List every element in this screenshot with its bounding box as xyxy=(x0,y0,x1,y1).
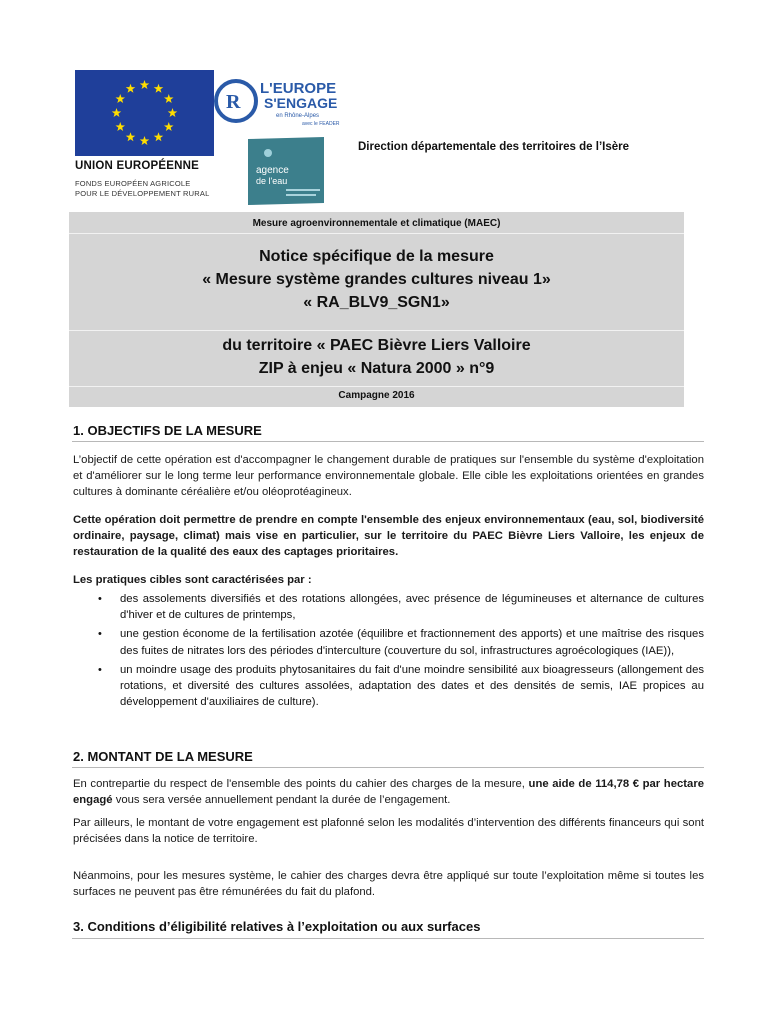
section1-paragraph1: L’objectif de cette opération est d'accompagner le changement durable de pratiques sur l'ensemble du système d'exploitation et d'améliorer sur le long terme leur performance environnementale globale. Elle cible les exploitations orientées en grandes cultures à dominante céréalière et/ou oléoprotéagineux. xyxy=(73,454,704,499)
box-divider xyxy=(69,233,684,234)
ra-monogram-icon: R xyxy=(226,91,241,113)
bullet-icon: • xyxy=(98,663,102,676)
amount-value: une aide de 114,78 € par hectare engagé xyxy=(73,778,704,807)
bullet-icon: • xyxy=(98,593,102,605)
section1-paragraph3: Les pratiques cibles sont caractérisées par : xyxy=(73,574,312,586)
amount-intro: En contrepartie du respect de l'ensemble des points du cahier des charges de la mesure, xyxy=(73,778,529,790)
section2-rule xyxy=(72,767,704,768)
box-divider xyxy=(69,330,684,331)
list-item-text: une gestion économe de la fertilisation azotée (équilibre et fractionnement des apports) et une maîtrise des risques des fuites de nitrates lors des périodes d'interculture (couverture du sol, infrastructures agroécologiques (IAE)), xyxy=(120,628,704,657)
section2-paragraph2: Par ailleurs, le montant de votre engagement est plafonné selon les modalités d’intervention des différents financeurs qui sont précisées dans la notice de territoire. xyxy=(73,817,704,846)
practices-list xyxy=(73,591,704,713)
maec-label: Mesure agroenvironnementale et climatique (MAEC) xyxy=(252,218,501,229)
notice-title-line3: « RA_BLV9_SGN1» xyxy=(303,294,450,311)
section1-paragraph2: Cette opération doit permettre de prendre en compte l'ensemble des enjeux environnementaux (eau, sol, biodiversité ordinaire, paysage, climat) mais vise en particulier, sur le territoire du PAEC Bièvre Liers Valloire, les enjeux de restauration de la qualité des eaux des captages prioritaires. xyxy=(73,514,704,559)
water-drop-icon xyxy=(264,149,272,157)
section1-title: 1. OBJECTIFS DE LA MESURE xyxy=(73,423,262,438)
notice-title-line2: « Mesure système grandes cultures niveau 1» xyxy=(202,271,551,288)
campagne-label: Campagne 2016 xyxy=(338,390,415,401)
europe-logo-line1: L'EUROPE xyxy=(260,80,337,97)
territory-block xyxy=(69,334,684,380)
section3-rule xyxy=(72,938,704,939)
eu-subtitle-line1: FONDS EUROPÉEN AGRICOLE xyxy=(75,179,191,188)
list-item-text: un moindre usage des produits phytosanitaires du fait d'une moindre sensibilité aux bioagresseurs (allongement des rotations, et diversité des cultures assolées, adaptation des dates et des densités de semis, IAE propices au développement d'auxiliaires de culture). xyxy=(120,663,704,709)
eu-logo-text xyxy=(75,160,235,199)
bullet-icon: • xyxy=(98,628,102,641)
agence-logo-line1: agence xyxy=(256,165,289,176)
notice-title-block xyxy=(69,245,684,314)
notice-title-line1: Notice spécifique de la mesure xyxy=(259,248,494,265)
section1-rule xyxy=(72,441,704,442)
europe-logo-line4: avec le FEADER xyxy=(302,121,340,127)
section2-paragraph1 xyxy=(73,776,704,808)
direction-title: Direction départementale des territoires de l’Isère xyxy=(358,141,629,153)
list-item-text: des assolements diversifiés et des rotations allongées, avec présence de légumineuses et alternance de cultures d'hiver et de cultures de printemps, xyxy=(120,593,704,622)
agence-eau-logo xyxy=(246,137,326,205)
europe-logo-line3: en Rhône-Alpes xyxy=(276,113,320,119)
eu-flag-logo xyxy=(75,70,214,156)
box-divider xyxy=(69,386,684,387)
agence-logo-line2: de l'eau xyxy=(256,176,288,186)
eu-subtitle-line2: POUR LE DÉVELOPPEMENT RURAL xyxy=(75,189,210,198)
notice-header-box xyxy=(69,212,684,407)
eu-title: UNION EUROPÉENNE xyxy=(75,160,199,172)
eu-stars-icon xyxy=(75,70,214,156)
europe-logo-line2: S'ENGAGE xyxy=(264,95,338,111)
section3-title: 3. Conditions d’éligibilité relatives à l’exploitation ou aux surfaces xyxy=(73,919,481,934)
list-item xyxy=(73,591,704,623)
territory-line1: du territoire « PAEC Bièvre Liers Valloire xyxy=(222,337,531,354)
europe-sengage-logo xyxy=(214,73,354,129)
list-item xyxy=(73,662,704,711)
list-item xyxy=(73,626,704,658)
section2-title: 2. MONTANT DE LA MESURE xyxy=(73,749,253,764)
eu-subtitle xyxy=(75,179,235,199)
amount-outro: vous sera versée annuellement pendant la durée de l’engagement. xyxy=(112,794,451,807)
section2-paragraph3: Néanmoins, pour les mesures système, le cahier des charges devra être appliqué sur toute l’exploitation même si toutes les surfaces ne peuvent pas être rémunérées du fait du plafond. xyxy=(73,870,704,899)
territory-line2: ZIP à enjeu « Natura 2000 » n°9 xyxy=(258,360,495,377)
